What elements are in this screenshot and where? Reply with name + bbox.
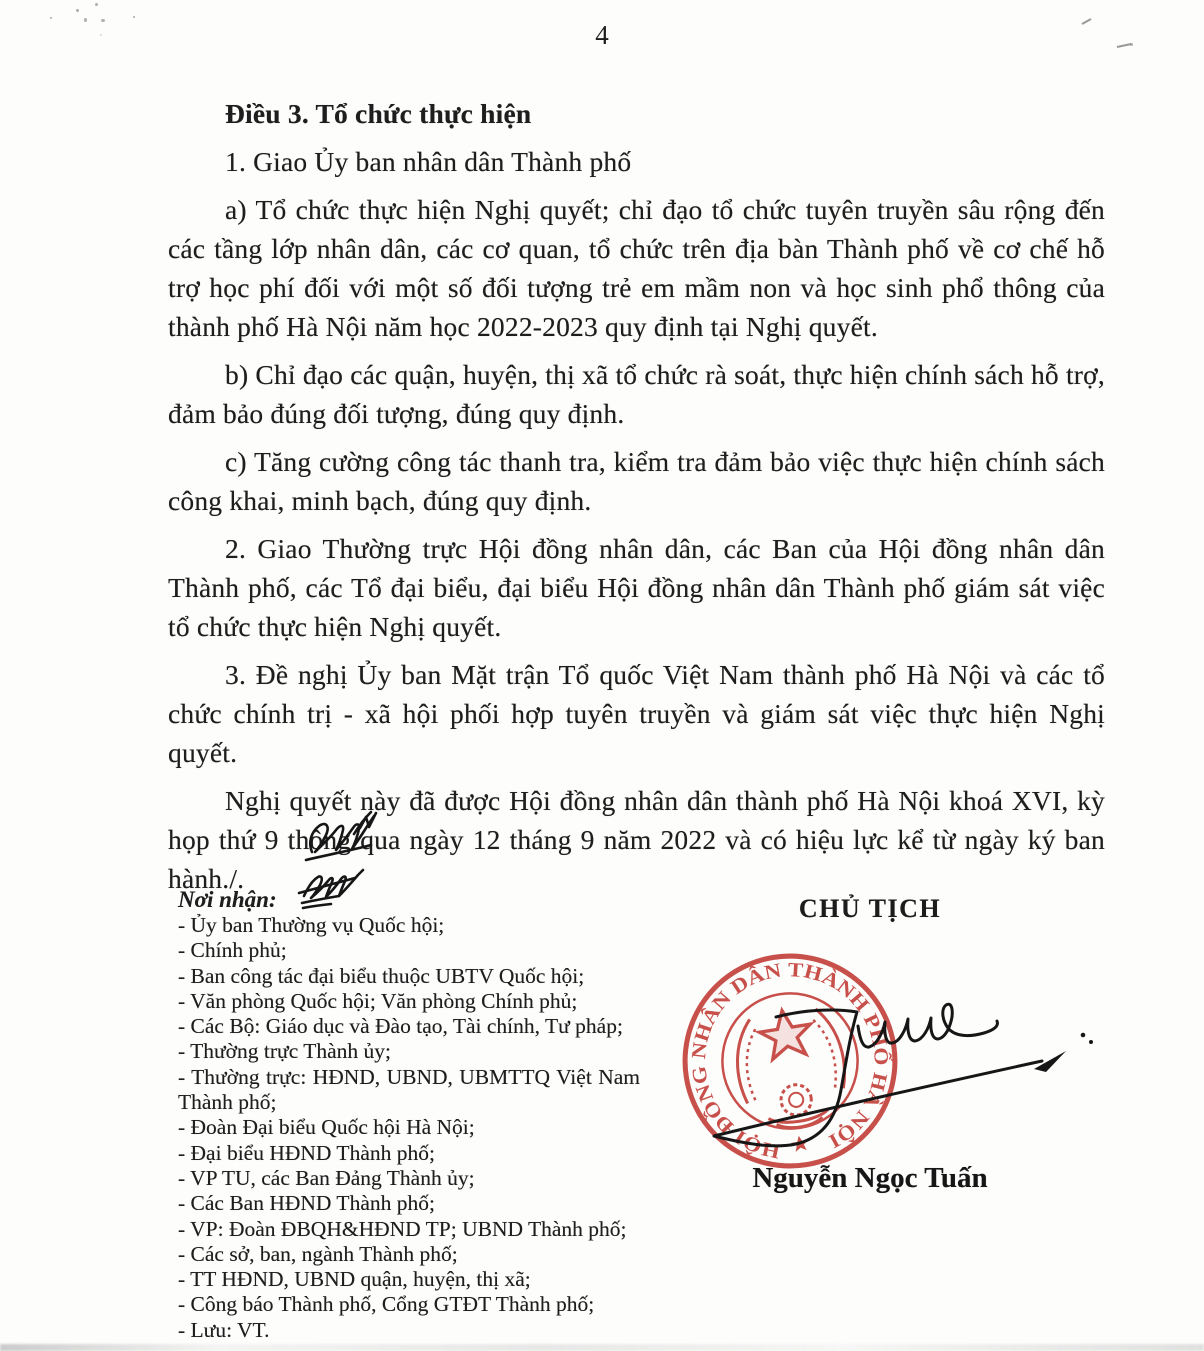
recipients-label: Nơi nhận: <box>178 887 277 912</box>
paragraph: c) Tăng cường công tác thanh tra, kiểm tra đảm bảo việc thực hiện chính sách công khai, minh bạch, đúng quy định. <box>168 446 1105 516</box>
recipient-item: - VP: Đoàn ĐBQH&HĐND TP; UBND Thành phố; <box>178 1216 627 1241</box>
paragraph-list <box>168 142 1105 898</box>
recipients-list <box>178 913 670 1343</box>
recipients-block <box>178 886 670 1343</box>
scan-edge-shadow <box>0 1344 1204 1351</box>
paragraph: a) Tổ chức thực hiện Nghị quyết; chỉ đạo tổ chức tuyên truyền sâu rộng đến các tầng lớp nhân dân, các cơ quan, tổ chức trên địa bàn Thành phố về cơ chế hỗ trợ học phí đối với một số đối tượng trẻ em mầm non và học sinh phổ thông của thành phố Hà Nội năm học 2022-2023 quy định tại Nghị quyết. <box>168 194 1105 342</box>
recipient-item: - Văn phòng Quốc hội; Văn phòng Chính phủ; <box>178 988 578 1013</box>
recipient-item: - Chính phủ; <box>178 938 287 963</box>
recipient-item: - Đại biểu HĐND Thành phố; <box>178 1140 435 1165</box>
recipient-item: - VP TU, các Ban Đảng Thành ủy; <box>178 1165 475 1190</box>
recipient-item: - Thường trực Thành ủy; <box>178 1039 392 1064</box>
recipient-item: - Các sở, ban, ngành Thành phố; <box>178 1241 458 1266</box>
document-body <box>168 94 1105 907</box>
recipient-item: - Các Bộ: Giáo dục và Đào tạo, Tài chính, Tư pháp; <box>178 1014 623 1039</box>
page-number: 4 <box>595 20 609 50</box>
paragraph: b) Chỉ đạo các quận, huyện, thị xã tổ chức rà soát, thực hiện chính sách hỗ trợ, đảm bảo đúng đối tượng, đúng quy định. <box>168 359 1105 429</box>
recipient-item: - Các Ban HĐND Thành phố; <box>178 1191 435 1216</box>
recipient-item: - Công báo Thành phố, Cổng GTĐT Thành phố; <box>178 1292 595 1317</box>
recipient-item: - TT HĐND, UBND quận, huyện, thị xã; <box>178 1267 531 1292</box>
signature-dot <box>1089 1040 1093 1044</box>
signature-dot <box>1081 1033 1086 1038</box>
paragraph: 2. Giao Thường trực Hội đồng nhân dân, các Ban của Hội đồng nhân dân Thành phố, các Tổ đại biểu, đại biểu Hội đồng nhân dân Thành phố giám sát việc tổ chức thực hiện Nghị quyết. <box>168 533 1105 642</box>
recipient-item: - Lưu: VT. <box>178 1317 270 1342</box>
official-seal <box>660 931 921 1192</box>
signer-title: CHỦ TỊCH <box>798 894 942 923</box>
signer-name: Nguyễn Ngọc Tuấn <box>752 1162 988 1194</box>
emblem-star-icon <box>757 1007 815 1061</box>
article-heading: Điều 3. Tổ chức thực hiện <box>225 98 532 129</box>
paragraph: Nghị quyết này đã được Hội đồng nhân dân thành phố Hà Nội khoá XVI, kỳ họp thứ 9 thông qua ngày 12 tháng 9 năm 2022 và có hiệu lực kể từ ngày ký ban hành./. <box>168 785 1105 894</box>
seal-bottom-star-icon <box>790 1134 809 1152</box>
signature-arrow-tip <box>1034 1051 1066 1072</box>
recipient-item: - Đoàn Đại biểu Quốc hội Hà Nội; <box>178 1115 475 1140</box>
recipient-item: - Thường trực: HĐND, UBND, UBMTTQ Việt Nam Thành phố; <box>178 1064 640 1115</box>
seal-ring-text: HỘI ĐỒNG NHÂN DÂN THÀNH PHỐ HÀ NỘI <box>687 958 892 1163</box>
paragraph: 1. Giao Ủy ban nhân dân Thành phố <box>225 146 632 177</box>
recipient-item: - Ban công tác đại biểu thuộc UBTV Quốc hội; <box>178 963 585 988</box>
paragraph: 3. Đề nghị Ủy ban Mặt trận Tổ quốc Việt Nam thành phố Hà Nội và các tổ chức chính trị - xã hội phối hợp tuyên truyền và giám sát việc thực hiện Nghị quyết. <box>168 659 1105 768</box>
recipient-item: - Ủy ban Thường vụ Quốc hội; <box>178 913 445 937</box>
